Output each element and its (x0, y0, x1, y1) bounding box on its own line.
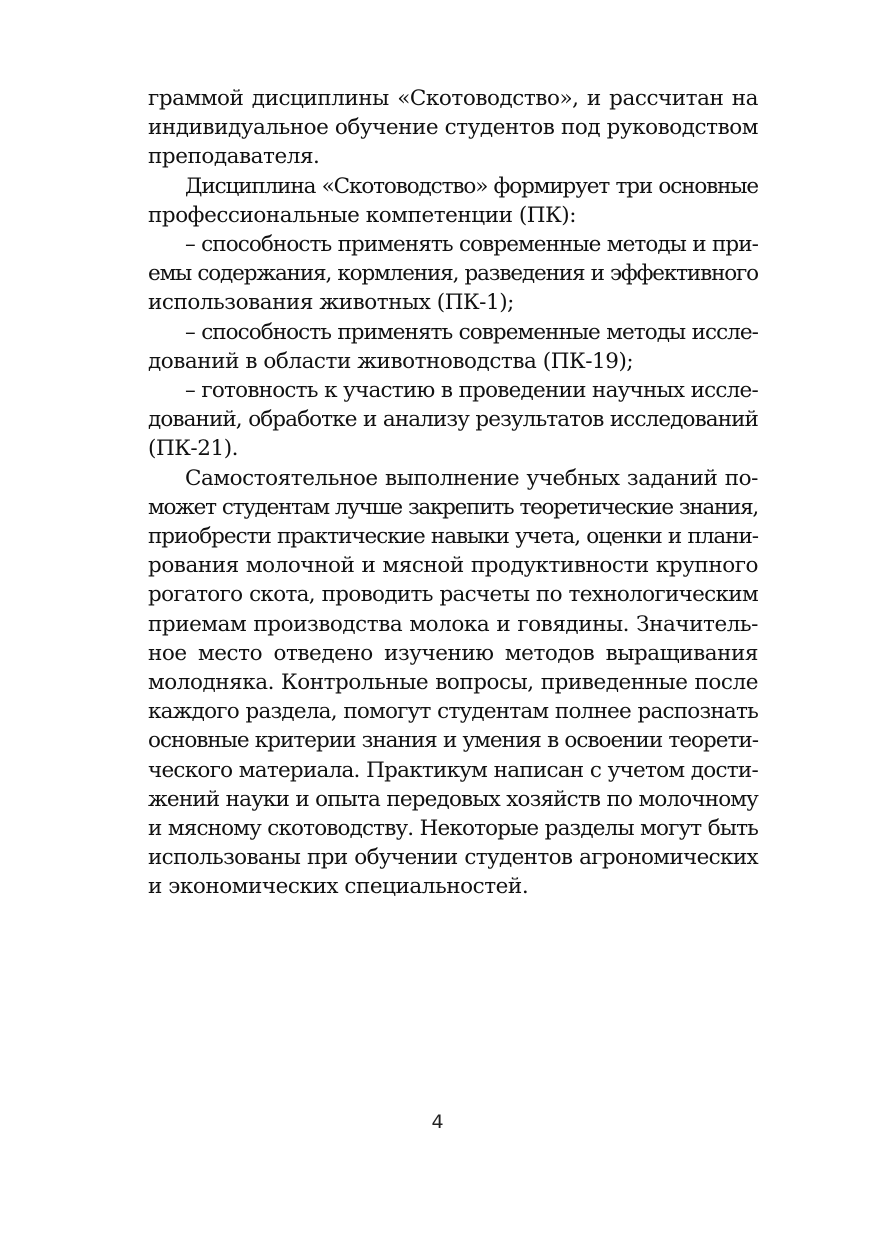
text-line: рования молочной и мясной продуктивности крупного (148, 553, 758, 579)
text-line: дований, обработке и анализу результатов исследований (148, 407, 758, 433)
list-item-pk-19 (148, 318, 758, 376)
list-item-pk-1 (148, 230, 758, 318)
text-line: приемам производства молока и говядины. Значитель- (148, 611, 758, 637)
text-line: – способность применять современные методы иссле- (185, 319, 758, 345)
text-line: граммой дисциплины «Скотоводство», и рассчитан на (148, 86, 758, 111)
text-line: жений науки и опыта передовых хозяйств по молочному (148, 786, 758, 812)
list-item-pk-21 (148, 376, 758, 464)
text-line: и экономических специальностей. (148, 874, 529, 900)
text-line: ное место отведено изучению методов выращивания (148, 640, 758, 666)
paragraph-independent-work (148, 464, 758, 902)
paragraph-continuation (148, 84, 758, 172)
text-line: приобрести практические навыки учета, оценки и плани- (148, 524, 758, 550)
text-line: Самостоятельное выполнение учебных заданий по- (185, 465, 758, 491)
text-line: каждого раздела, помогут студентам полнее распознать (148, 699, 758, 725)
text-line: емы содержания, кормления, разведения и эффективного (148, 261, 758, 287)
text-line: ческого материала. Практикум написан с учетом дости- (148, 757, 758, 783)
text-line: использованы при обучении студентов агрономических (148, 845, 758, 871)
text-line: (ПК-21). (148, 436, 239, 462)
text-line: преподавателя. (148, 144, 320, 170)
text-line: рогатого скота, проводить расчеты по технологическим (148, 582, 758, 608)
page-number: 4 (431, 1111, 444, 1133)
text-line: и мясному скотоводству. Некоторые разделы могут быть (148, 816, 758, 842)
text-line: – готовность к участию в проведении научных иссле- (185, 378, 758, 404)
text-line: может студентам лучше закрепить теоретические знания, (148, 494, 758, 520)
text-line: профессиональные компетенции (ПК): (148, 202, 576, 228)
text-line: Дисциплина «Скотоводство» формирует три основные (185, 173, 758, 199)
page-body (148, 84, 758, 902)
text-line: – способность применять современные методы и при- (185, 232, 758, 258)
text-line: дований в области животноводства (ПК-19); (148, 348, 634, 374)
text-line: молодняка. Контрольные вопросы, приведенные после (148, 670, 758, 696)
paragraph-competencies-intro (148, 172, 758, 230)
text-line: использования животных (ПК-1); (148, 290, 514, 316)
text-line: индивидуальное обучение студентов под руководством (148, 115, 758, 141)
text-line: основные критерии знания и умения в освоении теорети- (148, 728, 758, 754)
